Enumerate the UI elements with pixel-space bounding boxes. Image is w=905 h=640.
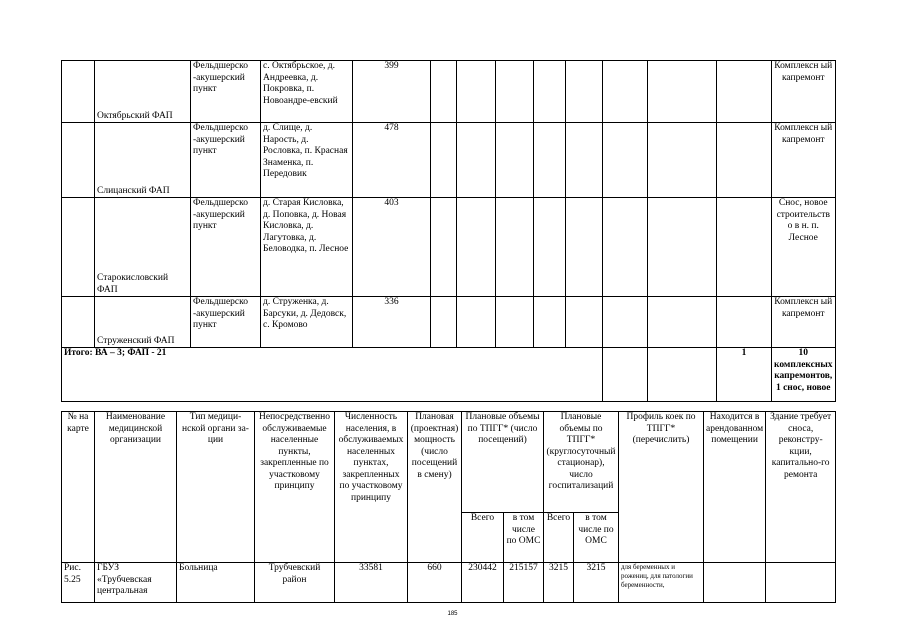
- remark: Комплексн ый капремонт: [772, 297, 836, 348]
- col-visits: Плановые объемы по ТПГГ* (число посещений): [462, 412, 544, 513]
- remark: Снос, новое строительств о в н. п. Лесное: [772, 198, 836, 297]
- remark: Комплексн ый капремонт: [772, 61, 836, 123]
- total-remark-text: 10 комплексных капремонтов, 1 снос, новое: [774, 348, 833, 393]
- total-rented: 1: [717, 348, 772, 402]
- sub-visits-total: Всего: [462, 513, 504, 563]
- top-table: [61, 60, 836, 402]
- hosp-total: 3215: [544, 563, 574, 603]
- hosp-oms: 3215: [574, 563, 619, 603]
- org-name: ГБУЗ «Трубчевская центральная: [95, 563, 177, 603]
- bed-profile: для беременных и рожениц, для патологии беременности,: [619, 563, 704, 603]
- table-row: [62, 61, 836, 123]
- settlements: Трубчевский район: [255, 563, 335, 603]
- visits-total: 230442: [462, 563, 504, 603]
- settlements: д. Слище, д. Нарость, д. Рословка, п. Красная Знаменка, п. Передовик: [261, 123, 353, 198]
- population: 403: [353, 198, 431, 297]
- table-row: [62, 297, 836, 348]
- org-type: Фельдшерско -акушерский пункт: [191, 123, 261, 198]
- col-hospital: Плановые объемы по ТПГГ* (круглосуточный стационар), число госпитализаций: [544, 412, 619, 513]
- page-number: 185: [447, 611, 458, 617]
- sub-hosp-oms: в том числе по ОМС: [574, 513, 619, 563]
- remark: Комплексн ый капремонт: [772, 123, 836, 198]
- population: 33581: [335, 563, 408, 603]
- col-rented: Находится в арендованном помещении: [704, 412, 766, 563]
- col-map-number: № на карте: [62, 412, 95, 563]
- col-capacity: Плановая (проектная) мощность (число посещений в смену): [408, 412, 462, 563]
- col-org-type: Тип медици-нской органи за-ции: [177, 412, 255, 563]
- total-label: Итого: ВА – 3; ФАП - 21: [62, 348, 603, 402]
- bottom-table: [61, 411, 836, 603]
- total-remark: [772, 348, 836, 402]
- total-row: [62, 348, 836, 402]
- org-name: Старокисловский ФАП: [95, 198, 191, 297]
- sub-hosp-total: Всего: [544, 513, 574, 563]
- org-name: Октябрьский ФАП: [95, 61, 191, 123]
- settlements: д. Старая Кисловка, д. Поповка, д. Новая Кисловка, д. Лагутовка, д. Беловодка, п. Лесное: [261, 198, 353, 297]
- col-settlements: Непосредственно обслуживаемые населенные пункты, закрепленные по участковому принципу: [255, 412, 335, 563]
- header-row: [62, 412, 836, 513]
- table-row: [62, 563, 836, 603]
- col-org-name: Наименование медицинской организации: [95, 412, 177, 563]
- population: 336: [353, 297, 431, 348]
- visits-oms: 215157: [504, 563, 544, 603]
- col-population: Численность населения, в обслуживаемых населенных пунктах, закрепленных по участковому принципу: [335, 412, 408, 563]
- capacity: 660: [408, 563, 462, 603]
- sub-visits-oms: в том числе по ОМС: [504, 513, 544, 563]
- org-name: Струженский ФАП: [95, 297, 191, 348]
- population: 399: [353, 61, 431, 123]
- table-row: [62, 123, 836, 198]
- org-type: Больница: [177, 563, 255, 603]
- settlements: с. Октябрьское, д. Андреевка, д. Покровка, п. Новоандре-евский: [261, 61, 353, 123]
- org-name: Слицанский ФАП: [95, 123, 191, 198]
- settlements: д. Струженка, д. Барсуки, д. Дедовск, с. Кромово: [261, 297, 353, 348]
- map-number: Рис. 5.25: [62, 563, 95, 603]
- org-type: Фельдшерско -акушерский пункт: [191, 297, 261, 348]
- population: 478: [353, 123, 431, 198]
- col-building: Здание требует сноса, реконстру-кции, капитально-го ремонта: [766, 412, 836, 563]
- org-type: Фельдшерско -акушерский пункт: [191, 61, 261, 123]
- org-type: Фельдшерско -акушерский пункт: [191, 198, 261, 297]
- table-row: [62, 198, 836, 297]
- col-bed-profile: Профиль коек по ТПГГ* (перечислить): [619, 412, 704, 563]
